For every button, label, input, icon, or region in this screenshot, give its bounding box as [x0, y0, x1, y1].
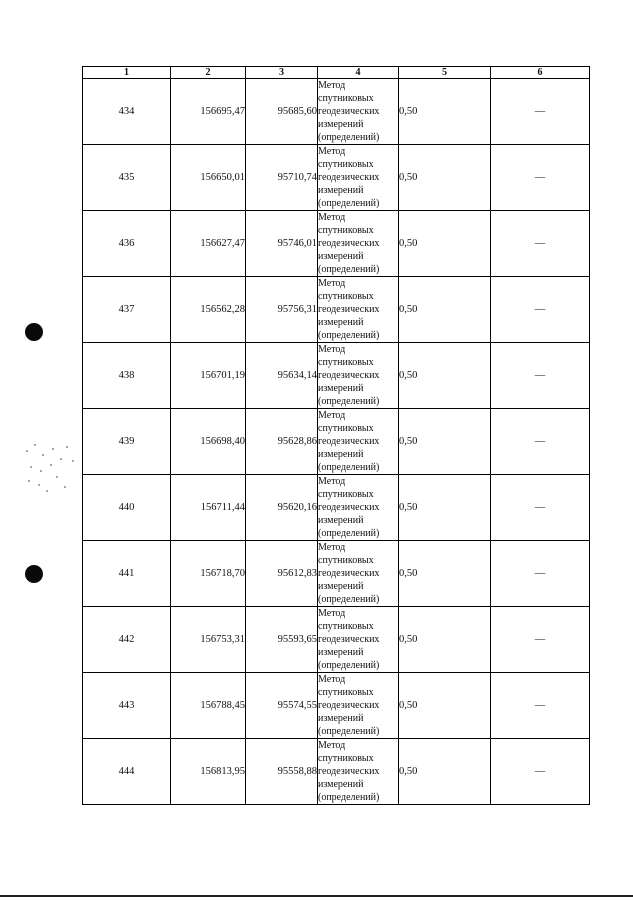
accuracy-cell: 0,50 [399, 673, 491, 739]
point-number-cell: 437 [83, 277, 171, 343]
point-number-cell: 444 [83, 739, 171, 805]
accuracy-cell: 0,50 [399, 343, 491, 409]
method-cell: Метод спутниковых геодезических измерений (определений) [318, 673, 399, 739]
y-coordinate-cell: 95710,74 [246, 145, 318, 211]
header-col-1: 1 [83, 67, 171, 79]
table-row [83, 277, 590, 343]
method-cell: Метод спутниковых геодезических измерений (определений) [318, 145, 399, 211]
y-coordinate-cell: 95620,16 [246, 475, 318, 541]
x-coordinate-cell: 156698,40 [171, 409, 246, 475]
table-row [83, 607, 590, 673]
point-number-cell: 443 [83, 673, 171, 739]
method-cell: Метод спутниковых геодезических измерений (определений) [318, 211, 399, 277]
table-row [83, 79, 590, 145]
table-row [83, 211, 590, 277]
y-coordinate-cell: 95746,01 [246, 211, 318, 277]
method-cell: Метод спутниковых геодезических измерений (определений) [318, 541, 399, 607]
accuracy-cell: 0,50 [399, 211, 491, 277]
note-cell: — [491, 607, 590, 673]
header-col-3: 3 [246, 67, 318, 79]
x-coordinate-cell: 156701,19 [171, 343, 246, 409]
x-coordinate-cell: 156650,01 [171, 145, 246, 211]
header-col-5: 5 [399, 67, 491, 79]
accuracy-cell: 0,50 [399, 79, 491, 145]
method-cell: Метод спутниковых геодезических измерений (определений) [318, 475, 399, 541]
x-coordinate-cell: 156562,28 [171, 277, 246, 343]
scan-noise [22, 440, 82, 500]
coordinates-table [82, 66, 590, 805]
accuracy-cell: 0,50 [399, 277, 491, 343]
note-cell: — [491, 277, 590, 343]
note-cell: — [491, 409, 590, 475]
point-number-cell: 435 [83, 145, 171, 211]
table-row [83, 541, 590, 607]
y-coordinate-cell: 95593,65 [246, 607, 318, 673]
method-cell: Метод спутниковых геодезических измерений (определений) [318, 343, 399, 409]
y-coordinate-cell: 95628,86 [246, 409, 318, 475]
point-number-cell: 436 [83, 211, 171, 277]
point-number-cell: 442 [83, 607, 171, 673]
accuracy-cell: 0,50 [399, 145, 491, 211]
y-coordinate-cell: 95756,31 [246, 277, 318, 343]
page-bottom-edge [0, 895, 633, 897]
note-cell: — [491, 343, 590, 409]
method-cell: Метод спутниковых геодезических измерений (определений) [318, 277, 399, 343]
point-number-cell: 434 [83, 79, 171, 145]
x-coordinate-cell: 156813,95 [171, 739, 246, 805]
note-cell: — [491, 145, 590, 211]
note-cell: — [491, 541, 590, 607]
note-cell: — [491, 211, 590, 277]
point-number-cell: 438 [83, 343, 171, 409]
note-cell: — [491, 475, 590, 541]
x-coordinate-cell: 156753,31 [171, 607, 246, 673]
x-coordinate-cell: 156695,47 [171, 79, 246, 145]
table-row [83, 673, 590, 739]
point-number-cell: 441 [83, 541, 171, 607]
y-coordinate-cell: 95574,55 [246, 673, 318, 739]
x-coordinate-cell: 156788,45 [171, 673, 246, 739]
note-cell: — [491, 739, 590, 805]
x-coordinate-cell: 156711,44 [171, 475, 246, 541]
note-cell: — [491, 673, 590, 739]
y-coordinate-cell: 95612,83 [246, 541, 318, 607]
method-cell: Метод спутниковых геодезических измерений (определений) [318, 739, 399, 805]
accuracy-cell: 0,50 [399, 541, 491, 607]
table-row [83, 475, 590, 541]
y-coordinate-cell: 95685,60 [246, 79, 318, 145]
table-row [83, 343, 590, 409]
punch-hole-top [25, 323, 43, 341]
header-col-2: 2 [171, 67, 246, 79]
method-cell: Метод спутниковых геодезических измерений (определений) [318, 607, 399, 673]
header-col-4: 4 [318, 67, 399, 79]
table-header-row [83, 67, 590, 79]
note-cell: — [491, 79, 590, 145]
y-coordinate-cell: 95634,14 [246, 343, 318, 409]
table-row [83, 739, 590, 805]
x-coordinate-cell: 156627,47 [171, 211, 246, 277]
point-number-cell: 440 [83, 475, 171, 541]
accuracy-cell: 0,50 [399, 739, 491, 805]
method-cell: Метод спутниковых геодезических измерений (определений) [318, 409, 399, 475]
header-col-6: 6 [491, 67, 590, 79]
method-cell: Метод спутниковых геодезических измерений (определений) [318, 79, 399, 145]
y-coordinate-cell: 95558,88 [246, 739, 318, 805]
accuracy-cell: 0,50 [399, 607, 491, 673]
point-number-cell: 439 [83, 409, 171, 475]
accuracy-cell: 0,50 [399, 475, 491, 541]
table-row [83, 409, 590, 475]
punch-hole-bottom [25, 565, 43, 583]
x-coordinate-cell: 156718,70 [171, 541, 246, 607]
table-row [83, 145, 590, 211]
table-body [83, 79, 590, 805]
accuracy-cell: 0,50 [399, 409, 491, 475]
